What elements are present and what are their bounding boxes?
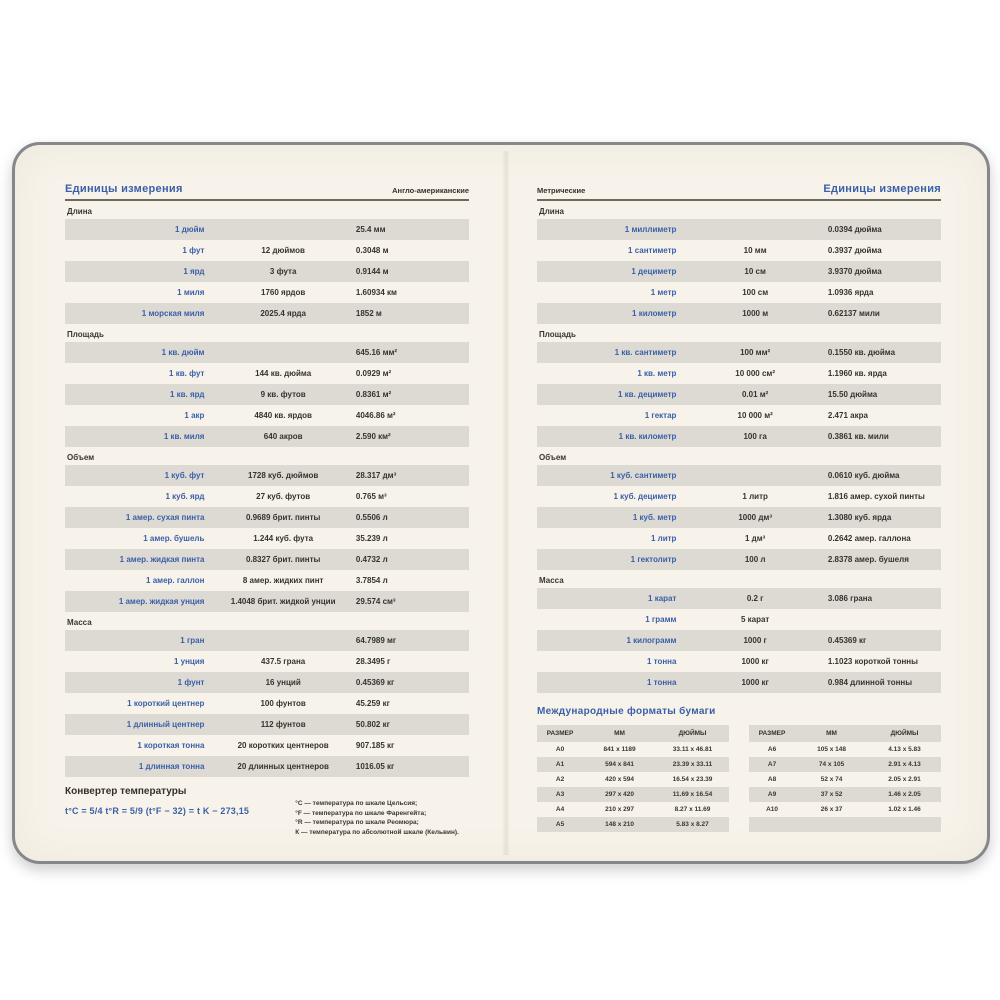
unit-name: 1 фунт xyxy=(177,678,205,687)
unit-value: 2.590 км² xyxy=(355,432,391,441)
paper-format-row xyxy=(537,817,729,832)
table-row xyxy=(65,405,469,426)
unit-name: 1 амер. галлон xyxy=(146,576,205,585)
paper-size-mm: 26 x 37 xyxy=(820,806,843,813)
unit-equivalent: 1000 кг xyxy=(741,678,769,687)
paper-size-name: A4 xyxy=(555,806,565,813)
unit-name: 1 дециметр xyxy=(631,267,677,276)
unit-equivalent: 20 коротких центнеров xyxy=(237,741,329,750)
page-subtitle: Англо-американские xyxy=(392,186,469,195)
unit-equivalent: 1000 г xyxy=(743,636,767,645)
table-row xyxy=(65,570,469,591)
table-row xyxy=(65,756,469,777)
paper-size-mm: 105 x 148 xyxy=(817,746,847,753)
paper-formats-section xyxy=(537,706,941,832)
unit-name: 1 кв. сантиметр xyxy=(614,348,677,357)
unit-value: 0.45369 кг xyxy=(355,678,395,687)
table-row xyxy=(537,549,941,570)
table-row xyxy=(65,528,469,549)
unit-value: 0.3861 кв. мили xyxy=(827,432,889,441)
unit-value: 907.185 кг xyxy=(355,741,395,750)
unit-value: 1.60934 км xyxy=(355,288,397,297)
unit-value: 2.8378 амер. бушеля xyxy=(827,555,909,564)
paper-size-name: A8 xyxy=(767,776,777,783)
paper-size-inches: 16.54 x 23.39 xyxy=(672,776,713,783)
table-row xyxy=(537,609,941,630)
unit-equivalent: 100 см xyxy=(742,288,769,297)
table-row xyxy=(65,693,469,714)
unit-value: 1.1023 короткой тонны xyxy=(827,657,918,666)
temperature-note: °R — температура по шкале Реомюра; xyxy=(295,819,419,826)
unit-value: 0.984 длинной тонны xyxy=(827,678,913,687)
unit-value: 0.1550 кв. дюйма xyxy=(827,348,896,357)
temperature-notes xyxy=(295,786,469,837)
unit-name: 1 куб. дециметр xyxy=(613,492,677,501)
unit-equivalent: 100 мм² xyxy=(740,348,771,357)
right-page-header xyxy=(537,173,941,201)
unit-name: 1 гектар xyxy=(644,411,677,420)
unit-name: 1 куб. фут xyxy=(164,471,205,480)
table-row xyxy=(65,282,469,303)
paper-size-inches: 11.69 x 16.54 xyxy=(672,791,713,798)
table-row xyxy=(65,651,469,672)
table-row xyxy=(65,549,469,570)
table-row xyxy=(65,465,469,486)
unit-name: 1 карат xyxy=(648,594,677,603)
unit-name: 1 длинная тонна xyxy=(138,762,205,771)
paper-table-header: ДЮЙМЫ xyxy=(890,730,919,737)
paper-format-row xyxy=(749,742,941,757)
unit-equivalent: 0.9689 брит. пинты xyxy=(245,513,321,522)
paper-size-inches: 5.83 x 8.27 xyxy=(676,821,709,828)
unit-name: 1 длинный центнер xyxy=(126,720,205,729)
table-row xyxy=(537,672,941,693)
paper-size-name: A6 xyxy=(767,746,777,753)
section-title: Площадь xyxy=(67,330,104,339)
unit-value: 645.16 мм² xyxy=(355,348,398,357)
unit-equivalent: 2025.4 ярда xyxy=(260,309,306,318)
paper-formats-tables xyxy=(537,725,941,832)
table-row xyxy=(537,630,941,651)
temperature-converter-main xyxy=(65,786,295,837)
table-row xyxy=(65,591,469,612)
paper-size-mm: 148 x 210 xyxy=(605,821,635,828)
unit-equivalent: 144 кв. дюйма xyxy=(255,369,312,378)
unit-equivalent: 1 дм³ xyxy=(744,534,766,543)
table-row xyxy=(537,486,941,507)
unit-name: 1 короткая тонна xyxy=(137,741,205,750)
table-row xyxy=(537,588,941,609)
section-title: Объем xyxy=(67,453,95,462)
paper-size-name: A9 xyxy=(767,791,777,798)
unit-value: 64.7989 мг xyxy=(355,636,397,645)
paper-format-row xyxy=(749,802,941,817)
table-row xyxy=(65,240,469,261)
paper-size-name: A7 xyxy=(767,761,777,768)
paper-size-mm: 420 x 594 xyxy=(605,776,635,783)
unit-name: 1 кв. ярд xyxy=(169,390,205,399)
table-row xyxy=(537,507,941,528)
table-row xyxy=(537,528,941,549)
paper-size-inches: 1.46 x 2.05 xyxy=(888,791,921,798)
notebook-spread xyxy=(12,142,990,864)
unit-name: 1 акр xyxy=(184,411,205,420)
unit-equivalent: 10 мм xyxy=(743,246,767,255)
unit-value: 1.0936 ярда xyxy=(827,288,874,297)
paper-format-table xyxy=(537,725,729,832)
right-page xyxy=(537,173,941,832)
unit-name: 1 кв. дюйм xyxy=(161,348,205,357)
section-title: Масса xyxy=(539,576,564,585)
unit-value: 1.3080 куб. ярда xyxy=(827,513,892,522)
section-title: Длина xyxy=(67,207,92,216)
unit-equivalent: 0.8327 брит. пинты xyxy=(245,555,321,564)
table-row xyxy=(537,405,941,426)
temperature-converter xyxy=(65,786,469,837)
paper-format-row xyxy=(749,772,941,787)
unit-value: 35.239 л xyxy=(355,534,388,543)
paper-formats-title: Международные форматы бумаги xyxy=(537,706,716,717)
unit-value: 0.0610 куб. дюйма xyxy=(827,471,900,480)
paper-size-name: A2 xyxy=(555,776,565,783)
paper-size-mm: 841 x 1189 xyxy=(603,746,636,753)
unit-name: 1 унция xyxy=(173,657,205,666)
unit-name: 1 куб. сантиметр xyxy=(610,471,677,480)
paper-format-table xyxy=(749,725,941,832)
unit-equivalent: 1000 дм³ xyxy=(738,513,772,522)
page-title: Единицы измерения xyxy=(65,183,183,195)
unit-name: 1 сантиметр xyxy=(628,246,677,255)
unit-name: 1 миля xyxy=(177,288,205,297)
unit-value: 0.3937 дюйма xyxy=(827,246,882,255)
unit-equivalent: 3 фута xyxy=(269,267,297,276)
unit-name: 1 гектолитр xyxy=(630,555,677,564)
unit-value: 15.50 дюйма xyxy=(827,390,878,399)
section-title: Длина xyxy=(539,207,564,216)
table-row xyxy=(65,735,469,756)
unit-value: 0.62137 мили xyxy=(827,309,880,318)
paper-format-row xyxy=(537,757,729,772)
paper-size-name: A3 xyxy=(555,791,565,798)
unit-value: 0.2642 амер. галлона xyxy=(827,534,911,543)
paper-format-row xyxy=(749,817,941,832)
unit-value: 0.765 м³ xyxy=(355,492,387,501)
unit-name: 1 кв. миля xyxy=(163,432,205,441)
unit-equivalent: 1000 м xyxy=(742,309,769,318)
unit-equivalent: 112 фунтов xyxy=(260,720,306,729)
unit-equivalent: 100 фунтов xyxy=(260,699,306,708)
table-row xyxy=(65,303,469,324)
unit-value: 0.9144 м xyxy=(355,267,389,276)
paper-table-header: ММ xyxy=(826,730,837,737)
unit-equivalent: 1728 куб. дюймов xyxy=(248,471,319,480)
unit-equivalent: 10 000 см² xyxy=(735,369,776,378)
unit-name: 1 кв. километр xyxy=(618,432,677,441)
unit-equivalent: 1.4048 брит. жидкой унции xyxy=(230,597,336,606)
unit-equivalent: 1 литр xyxy=(742,492,768,501)
unit-equivalent: 27 куб. футов xyxy=(256,492,311,501)
unit-name: 1 ярд xyxy=(183,267,205,276)
unit-name: 1 амер. бушель xyxy=(143,534,205,543)
table-row xyxy=(537,282,941,303)
unit-value: 0.8361 м² xyxy=(355,390,392,399)
unit-name: 1 килограмм xyxy=(626,636,677,645)
unit-value: 4046.86 м² xyxy=(355,411,396,420)
paper-size-mm: 297 x 420 xyxy=(605,791,635,798)
paper-size-mm: 210 x 297 xyxy=(605,806,635,813)
right-unit-sections xyxy=(537,207,941,693)
unit-equivalent: 100 га xyxy=(743,432,767,441)
paper-format-row xyxy=(749,757,941,772)
unit-equivalent: 1000 кг xyxy=(741,657,769,666)
unit-equivalent: 0.2 г xyxy=(746,594,764,603)
unit-value: 1016.05 кг xyxy=(355,762,395,771)
left-unit-sections xyxy=(65,207,469,777)
paper-size-inches: 2.91 x 4.13 xyxy=(888,761,921,768)
unit-equivalent: 20 длинных центнеров xyxy=(237,762,329,771)
unit-name: 1 метр xyxy=(650,288,677,297)
section-title: Объем xyxy=(539,453,567,462)
unit-equivalent: 9 кв. футов xyxy=(260,390,306,399)
unit-value: 0.3048 м xyxy=(355,246,389,255)
unit-value: 29.574 см³ xyxy=(355,597,396,606)
unit-value: 3.086 грана xyxy=(827,594,873,603)
unit-name: 1 фут xyxy=(182,246,205,255)
unit-value: 1.816 амер. сухой пинты xyxy=(827,492,925,501)
unit-value: 25.4 мм xyxy=(355,225,386,234)
unit-equivalent: 12 дюймов xyxy=(261,246,305,255)
temperature-converter-title: Конвертер температуры xyxy=(65,786,187,797)
table-row xyxy=(537,261,941,282)
paper-size-mm: 74 x 105 xyxy=(818,761,845,768)
table-row xyxy=(537,426,941,447)
table-row xyxy=(537,342,941,363)
unit-value: 2.471 акра xyxy=(827,411,868,420)
page-subtitle: Метрические xyxy=(537,186,586,195)
paper-format-row xyxy=(537,787,729,802)
unit-value: 0.5506 л xyxy=(355,513,388,522)
table-row xyxy=(537,465,941,486)
table-row xyxy=(65,672,469,693)
table-row xyxy=(537,240,941,261)
unit-equivalent: 1760 ярдов xyxy=(261,288,306,297)
unit-name: 1 амер. сухая пинта xyxy=(125,513,205,522)
paper-format-row xyxy=(537,742,729,757)
unit-name: 1 кв. дециметр xyxy=(617,390,677,399)
unit-name: 1 куб. метр xyxy=(632,513,677,522)
unit-name: 1 тонна xyxy=(646,657,677,666)
table-row xyxy=(537,303,941,324)
table-row xyxy=(537,384,941,405)
unit-value: 1.1960 кв. ярда xyxy=(827,369,887,378)
table-row xyxy=(537,651,941,672)
unit-name: 1 кв. фут xyxy=(169,369,205,378)
unit-value: 28.317 дм³ xyxy=(355,471,397,480)
unit-value: 28.3495 г xyxy=(355,657,391,666)
unit-equivalent: 10 000 м² xyxy=(737,411,773,420)
unit-value: 45.259 кг xyxy=(355,699,390,708)
paper-format-row xyxy=(749,787,941,802)
unit-name: 1 грамм xyxy=(645,615,677,624)
paper-size-inches: 1.02 x 1.46 xyxy=(888,806,921,813)
paper-size-mm: 594 x 841 xyxy=(605,761,635,768)
unit-equivalent: 0.01 м² xyxy=(741,390,769,399)
paper-size-inches: 23.39 x 33.11 xyxy=(672,761,713,768)
page-gutter xyxy=(502,151,510,855)
unit-equivalent: 8 амер. жидких пинт xyxy=(242,576,324,585)
unit-value: 1852 м xyxy=(355,309,382,318)
table-row xyxy=(65,384,469,405)
unit-equivalent: 16 унций xyxy=(265,678,301,687)
unit-name: 1 амер. жидкая унция xyxy=(118,597,205,606)
unit-value: 0.0929 м² xyxy=(355,369,392,378)
unit-name: 1 кв. метр xyxy=(637,369,677,378)
paper-size-name: A10 xyxy=(766,806,778,813)
paper-format-row xyxy=(537,802,729,817)
table-row xyxy=(65,714,469,735)
unit-name: 1 куб. ярд xyxy=(165,492,205,501)
unit-value: 3.7854 л xyxy=(355,576,388,585)
unit-equivalent: 1.244 куб. фута xyxy=(253,534,314,543)
unit-value: 0.45369 кг xyxy=(827,636,867,645)
unit-equivalent: 5 карат xyxy=(740,615,770,624)
table-row xyxy=(65,507,469,528)
unit-name: 1 короткий центнер xyxy=(127,699,205,708)
table-row xyxy=(65,261,469,282)
paper-size-inches: 8.27 x 11.69 xyxy=(674,806,711,813)
unit-equivalent: 4840 кв. ярдов xyxy=(254,411,312,420)
paper-size-name: A0 xyxy=(555,746,565,753)
unit-name: 1 тонна xyxy=(646,678,677,687)
paper-table-header-row xyxy=(537,725,729,742)
table-row xyxy=(65,219,469,240)
temperature-note: °C — температура по шкале Цельсия; xyxy=(295,800,418,807)
unit-value: 50.802 кг xyxy=(355,720,390,729)
table-row xyxy=(65,342,469,363)
unit-equivalent: 100 л xyxy=(744,555,766,564)
section-title: Площадь xyxy=(539,330,576,339)
paper-size-name: A5 xyxy=(555,821,565,828)
table-row xyxy=(65,486,469,507)
paper-size-inches: 33.11 x 46.81 xyxy=(672,746,713,753)
paper-size-inches: 4.13 x 5.83 xyxy=(888,746,921,753)
unit-name: 1 дюйм xyxy=(175,225,205,234)
unit-equivalent: 640 акров xyxy=(263,432,303,441)
page-title: Единицы измерения xyxy=(823,183,941,195)
table-row xyxy=(537,219,941,240)
unit-equivalent: 10 см xyxy=(744,267,766,276)
unit-name: 1 морская миля xyxy=(141,309,205,318)
table-row xyxy=(65,426,469,447)
temperature-note: °F — температура по шкале Фаренгейта; xyxy=(295,809,427,817)
table-row xyxy=(537,363,941,384)
unit-value: 3.9370 дюйма xyxy=(827,267,882,276)
paper-table-header: РАЗМЕР xyxy=(546,730,574,737)
unit-name: 1 амер. жидкая пинта xyxy=(119,555,205,564)
paper-table-header: ДЮЙМЫ xyxy=(678,730,707,737)
unit-name: 1 гран xyxy=(180,636,205,645)
paper-size-mm: 52 x 74 xyxy=(820,776,843,783)
unit-name: 1 километр xyxy=(632,309,677,318)
table-row xyxy=(65,630,469,651)
section-title: Масса xyxy=(67,618,92,627)
unit-name: 1 миллиметр xyxy=(624,225,677,234)
paper-table-header: РАЗМЕР xyxy=(758,730,786,737)
left-page-header xyxy=(65,173,469,201)
unit-value: 0.0394 дюйма xyxy=(827,225,882,234)
left-page xyxy=(65,173,469,837)
temperature-note: К — температура по абсолютной шкале (Кельвин). xyxy=(295,828,459,836)
paper-size-name: A1 xyxy=(555,761,565,768)
unit-value: 0.4732 л xyxy=(355,555,388,564)
paper-size-mm: 37 x 52 xyxy=(820,791,843,798)
paper-format-row xyxy=(537,772,729,787)
paper-table-header-row xyxy=(749,725,941,742)
unit-equivalent: 437.5 грана xyxy=(261,657,306,666)
paper-table-header: ММ xyxy=(614,730,625,737)
paper-size-inches: 2.05 x 2.91 xyxy=(888,776,921,783)
table-row xyxy=(65,363,469,384)
temperature-formula: t°C = 5/4 t°R = 5/9 (t°F − 32) = t K − 273,15 xyxy=(65,806,250,816)
unit-name: 1 литр xyxy=(650,534,677,543)
